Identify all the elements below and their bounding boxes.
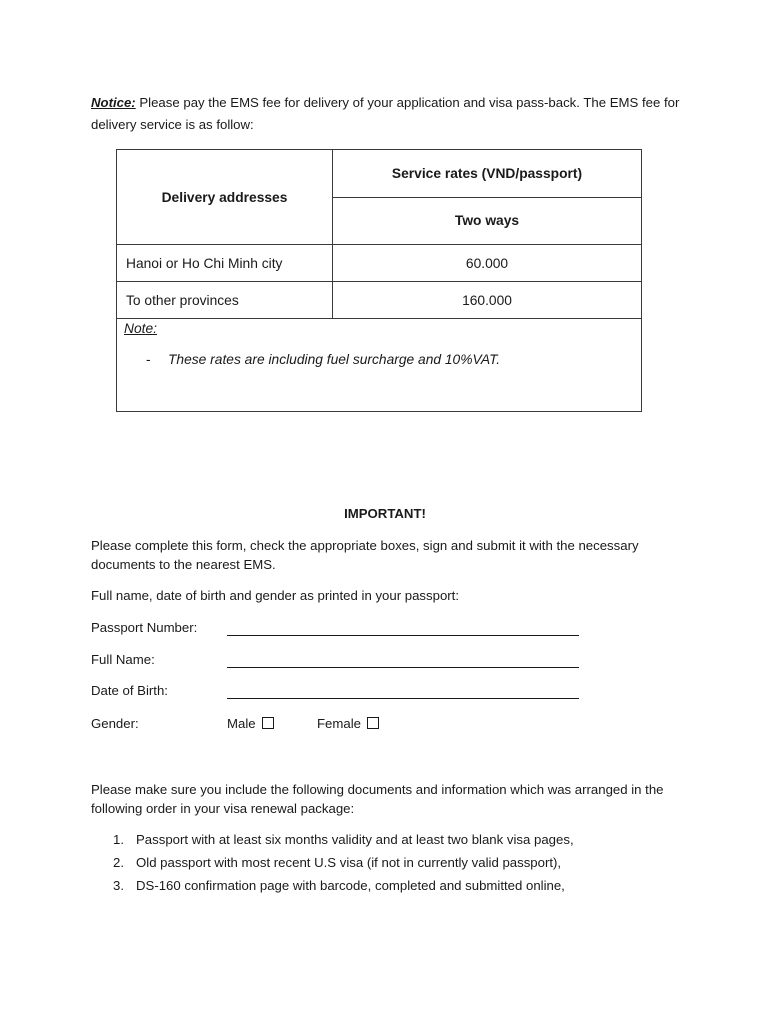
header-delivery-addresses: Delivery addresses [117, 150, 333, 245]
list-number: 2. [113, 855, 124, 870]
list-number: 3. [113, 878, 124, 893]
female-label: Female [317, 716, 361, 731]
female-checkbox[interactable] [367, 717, 379, 729]
header-two-ways: Two ways [333, 197, 642, 245]
ems-rates-table [116, 149, 642, 412]
documents-intro: Please make sure you include the following documents and information which was arranged in the following order in your visa renewal package: [91, 782, 664, 816]
female-option[interactable] [317, 716, 379, 731]
table-row [117, 245, 642, 282]
notice-text: Please pay the EMS fee for delivery of your application and visa pass-back. The EMS fee for delivery service is as follow: [91, 95, 680, 132]
male-option[interactable] [227, 716, 274, 731]
dob-field[interactable] [227, 698, 579, 699]
row-rate: 160.000 [333, 282, 642, 319]
list-item [91, 830, 691, 853]
header-service-rates: Service rates (VND/passport) [333, 150, 642, 198]
row-address: Hanoi or Ho Chi Minh city [117, 245, 333, 282]
notice-paragraph [91, 92, 691, 136]
male-checkbox[interactable] [262, 717, 274, 729]
instruction-text: Please complete this form, check the appropriate boxes, sign and submit it with the necessary documents to the nearest EMS. [91, 538, 639, 572]
table-row [117, 282, 642, 319]
list-text: Old passport with most recent U.S visa (if not in currently valid passport), [136, 855, 562, 870]
list-text: DS-160 confirmation page with barcode, completed and submitted online, [136, 878, 565, 893]
passport-number-field[interactable] [227, 635, 579, 636]
male-label: Male [227, 716, 256, 731]
note-text: These rates are including fuel surcharge and 10%VAT. [168, 352, 501, 367]
full-name-label: Full Name: [91, 652, 155, 667]
important-heading: IMPORTANT! [344, 506, 426, 521]
full-name-field[interactable] [227, 667, 579, 668]
list-text: Passport with at least six months validity and at least two blank visa pages, [136, 832, 574, 847]
row-address: To other provinces [117, 282, 333, 319]
gender-label: Gender: [91, 716, 139, 731]
documents-list [91, 830, 691, 899]
note-dash: - [146, 352, 151, 367]
note-cell [117, 319, 642, 412]
list-item [91, 876, 691, 899]
row-rate: 60.000 [333, 245, 642, 282]
note-item [124, 352, 641, 367]
list-item [91, 853, 691, 876]
passport-info-text: Full name, date of birth and gender as printed in your passport: [91, 588, 460, 603]
dob-label: Date of Birth: [91, 683, 168, 698]
list-number: 1. [113, 832, 124, 847]
passport-number-label: Passport Number: [91, 620, 198, 635]
note-label: Note: [124, 321, 157, 336]
notice-label: Notice: [91, 95, 136, 110]
